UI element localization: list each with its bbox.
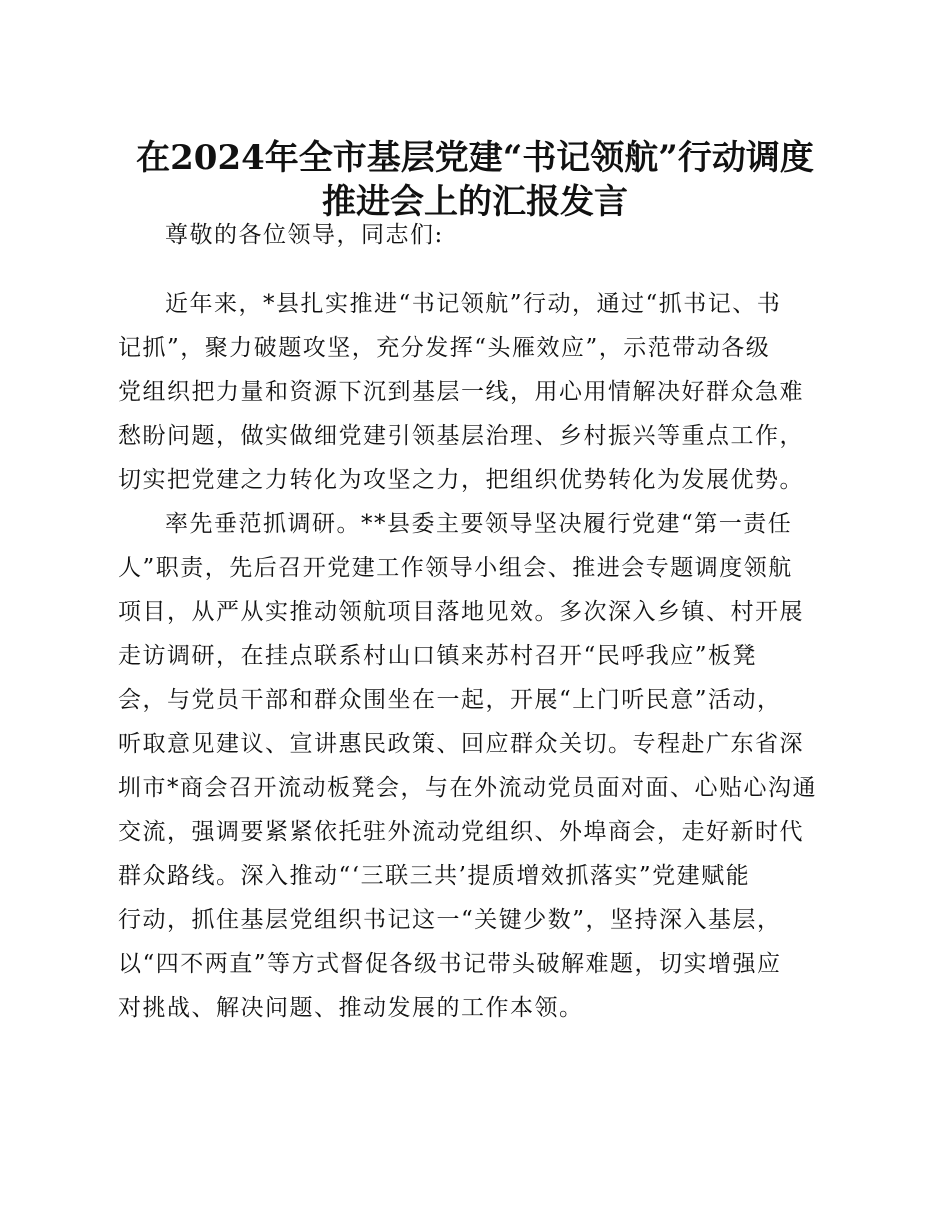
paragraph-2-line: 听取意见建议、宣讲惠民政策、回应群众关切。专程赴广东省深 [118,731,804,757]
paragraph-2-line: 群众路线。深入推动“‘三联三共’提质增效抓落实”党建赋能 [118,863,751,889]
paragraph-1-line: 切实把党建之力转化为攻坚之力，把组织优势转化为发展优势。 [118,467,804,493]
document-title-line-1: 在2024年全市基层党建“书记领航”行动调度 [136,138,814,178]
paragraph-2-line: 人”职责，先后召开党建工作领导小组会、推进会专题调度领航 [118,555,793,581]
salutation: 尊敬的各位领导，同志们: [165,222,444,248]
paragraph-1-line: 党组织把力量和资源下沉到基层一线，用心用情解决好群众急难 [118,379,804,405]
paragraph-2-line: 项目，从严从实推动领航项目落地见效。多次深入乡镇、村开展 [118,599,804,625]
paragraph-2-line: 行动，抓住基层党组织书记这一“关键少数”，坚持深入基层， [118,907,782,933]
paragraph-2-line: 以“四不两直”等方式督促各级书记带头破解难题，切实增强应 [118,951,782,977]
paragraph-2-line: 率先垂范抓调研。**县委主要领导坚决履行党建“第一责任 [165,511,793,537]
paragraph-2-line: 圳市*商会召开流动板凳会，与在外流动党员面对面、心贴心沟通 [118,775,817,801]
paragraph-1-line: 记抓”，聚力破题攻坚，充分发挥“头雁效应”，示范带动各级 [118,335,771,361]
paragraph-2-line: 对挑战、解决问题、推动发展的工作本领。 [118,995,584,1021]
paragraph-2-line: 走访调研，在挂点联系村山口镇来苏村召开“民呼我应”板凳 [118,643,758,669]
paragraph-1-line: 近年来，*县扎实推进“书记领航”行动，通过“抓书记、书 [165,291,782,317]
paragraph-2-line: 交流，强调要紧紧依托驻外流动党组织、外埠商会，走好新时代 [118,819,804,845]
document-title-line-2: 推进会上的汇报发言 [322,182,628,222]
paragraph-1-line: 愁盼问题，做实做细党建引领基层治理、乡村振兴等重点工作， [118,423,804,449]
paragraph-2-line: 会，与党员干部和群众围坐在一起，开展“上门听民意”活动， [118,687,782,713]
